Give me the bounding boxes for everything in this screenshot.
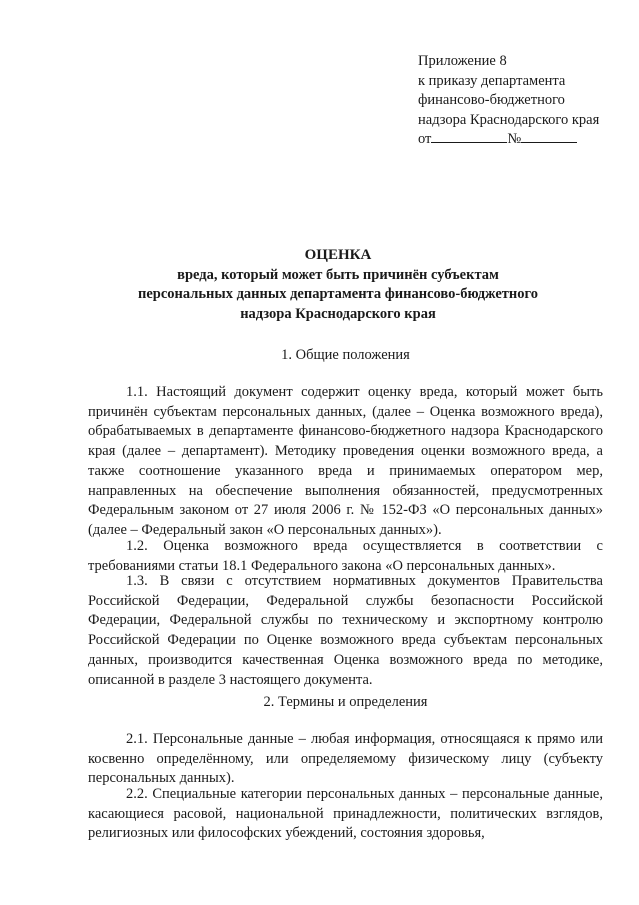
title-line: вреда, который может быть причинён субъектам (177, 266, 499, 283)
appendix-block (418, 52, 628, 150)
appendix-line: Приложение 8 (418, 53, 507, 69)
appendix-line: надзора Краснодарского края (418, 111, 600, 128)
appendix-line: к приказу департамента (418, 72, 566, 89)
paragraph-1-1: 1.1. Настоящий документ содержит оценку вреда, который может быть причинён субъектам персональных данных, (далее – Оценка возможного вреда), обрабатываемых в департаменте финансово-бюджетного надзора Краснодарского края (далее – департамент). Методику проведения оценки возможного вреда, а также соотношение указанного вреда и принимаемых оператором мер, направленных на обеспечение выполнения обязанностей, предусмотренных Федеральным законом от 27 июля 2006 г. № 152-ФЗ «О персональных данных» (далее – Федеральный закон «О персональных данных»). (88, 384, 603, 538)
title-line: персональных данных департамента финансово-бюджетного (137, 286, 539, 303)
paragraph-1-3: 1.3. В связи с отсутствием нормативных документов Правительства Российской Федерации, Федеральной службы безопасности Российской Федерации, Федеральной службы по техническому и экспортному контролю Российской Федерации по Оценке возможного вреда субъектам персональных данных, производится качественная Оценка возможного вреда по методике, описанной в разделе 3 настоящего документа. (88, 573, 603, 688)
number-blank (521, 130, 577, 143)
paragraph-2-1: 2.1. Персональные данные – любая информация, относящаяся к прямо или косвенно определённому, или определяемому физическому лицу (субъекту персональных данных). (88, 731, 603, 787)
title-line: надзора Краснодарского края (240, 305, 436, 322)
date-blank (431, 130, 507, 143)
appendix-date-line (418, 130, 628, 150)
number-prefix: № (507, 131, 522, 148)
paragraph-1-2: 1.2. Оценка возможного вреда осуществляется в соответствии с требованиями статьи 18.1 Федерального закона «О персональных данных». (88, 538, 603, 574)
appendix-line: финансово-бюджетного (418, 92, 565, 109)
section-heading-1: 1. Общие положения (281, 347, 410, 363)
section-heading-2: 2. Термины и определения (263, 694, 428, 710)
paragraph-2-2: 2.2. Специальные категории персональных данных – персональные данные, касающиеся расовой, национальной принадлежности, политических взглядов, религиозных или философских убеждений, состояния здоровья, (88, 786, 603, 842)
document-title (88, 246, 588, 324)
date-prefix: от (418, 131, 432, 148)
title-main: ОЦЕНКА (304, 247, 372, 263)
